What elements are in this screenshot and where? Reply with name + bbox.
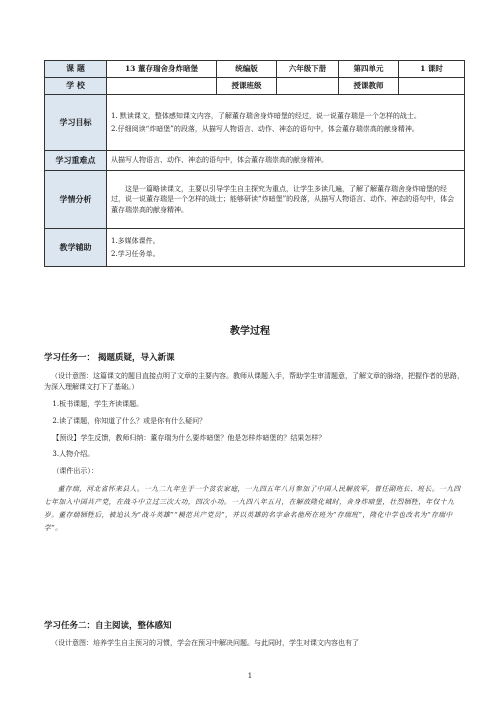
goal-item: 2.仔细阅读“炸暗堡”的段落，从描写人物语言、动作、神态的语句中，体会董存瑞崇高的献身精神。 <box>111 125 419 133</box>
task1-slide: （课件出示）： <box>52 467 98 476</box>
analysis-cell <box>107 171 465 229</box>
hours-cell: 1 课时 <box>399 61 465 78</box>
table-row-school <box>45 78 465 95</box>
goal-item: 1. 默读课文，整体感知课文内容，了解董存瑞舍身炸暗堡的经过，说一说董存瑞是一个怎样的战士。 <box>111 111 421 120</box>
edition-cell: 统编版 <box>217 61 277 78</box>
label-school: 学 校 <box>45 78 107 95</box>
label-key-points: 学习重难点 <box>45 151 107 171</box>
task1-heading: 学习任务一： 揭题质疑，导入新课 <box>44 353 175 363</box>
unit-cell: 第四单元 <box>339 61 399 78</box>
table-row-key-points <box>45 151 465 171</box>
label-goals: 学习目标 <box>45 95 107 151</box>
task2-section <box>44 620 464 649</box>
page-number: 1 <box>247 672 253 680</box>
lesson-title: 13 董存瑞舍身炸暗堡 <box>107 61 217 78</box>
label-class: 授课班级 <box>217 78 277 95</box>
key-points-text: 从描写人物语言、动作、神态的语句中，体会董存瑞崇高的献身精神。 <box>107 151 465 171</box>
aid-item: 2.学习任务单。 <box>111 250 160 258</box>
school-value-cell <box>107 78 217 95</box>
teacher-value-cell <box>399 78 465 95</box>
task1-bio: 董存瑞，河北省怀来县人。一九二九年生于一个贫农家庭，一九四五年八月参加了中国人民解放军，曾任副班长、班长。一九四七年加入中国共产党，在战斗中立过三次大功，四次小功。一九四八年五月，在解放隆化城时，舍身炸暗堡，壮烈牺牲，年仅十九岁。董存瑞牺牲后，被追认为“战斗英雄”“模范共产党员”，并以英雄的名字命名他所在班为“存瑞班”，隆化中学也改名为“存瑞中学”。 <box>44 485 461 532</box>
label-analysis: 学情分析 <box>45 171 107 229</box>
class-value-cell <box>277 78 339 95</box>
label-aids: 教学辅助 <box>45 229 107 267</box>
task1-step2: 2.读了课题，你知道了什么？或是你有什么疑问？ <box>52 416 207 425</box>
task1-section <box>44 352 464 535</box>
table-row-analysis <box>45 171 465 229</box>
task1-step1: 1.板书课题，学生齐读课题。 <box>52 399 144 408</box>
task1-preset: 【预设】学生反馈，教师归纳：董存瑞为什么要炸暗堡？他是怎样炸暗堡的？结果怎样？ <box>52 433 326 442</box>
process-title: 教学过程 <box>230 326 270 337</box>
task1-step3: 3.人物介绍。 <box>52 450 95 459</box>
label-teacher: 授课教师 <box>339 78 399 95</box>
task2-intent: （设计意图：培养学生自主预习的习惯，学会在预习中解决问题。与此同时，学生对课文内容也有了 <box>51 639 359 648</box>
label-topic: 课 题 <box>45 61 107 78</box>
table-row-goals <box>45 95 465 151</box>
goals-cell <box>107 95 465 151</box>
grade-cell: 六年级下册 <box>277 61 339 78</box>
task1-intent: （设计意图：这篇课文的题目直接点明了文章的主要内容。教师从课题入手，帮助学生审清题意，了解文章的脉络，把握作者的思路，为深入理解课文打下了基础。） <box>44 372 464 392</box>
aid-item: 1.多媒体课件。 <box>111 236 160 245</box>
table-row-title <box>45 61 465 78</box>
lesson-plan-table <box>44 60 465 267</box>
aids-cell <box>107 229 465 267</box>
table-row-aids <box>45 229 465 267</box>
analysis-text: 这是一篇略读课文，主要以引导学生自主探究为重点，让学生多读几遍，了解了解董存瑞舍身炸暗堡的经过，说一说董存瑞是一个怎样的战士；能够研读“炸暗堡”的段落，从描写人物语言、动作、神态的语句中，体会董存瑞崇高的献身精神。 <box>111 185 455 214</box>
task2-heading: 学习任务二：自主阅读，整体感知 <box>44 621 172 631</box>
